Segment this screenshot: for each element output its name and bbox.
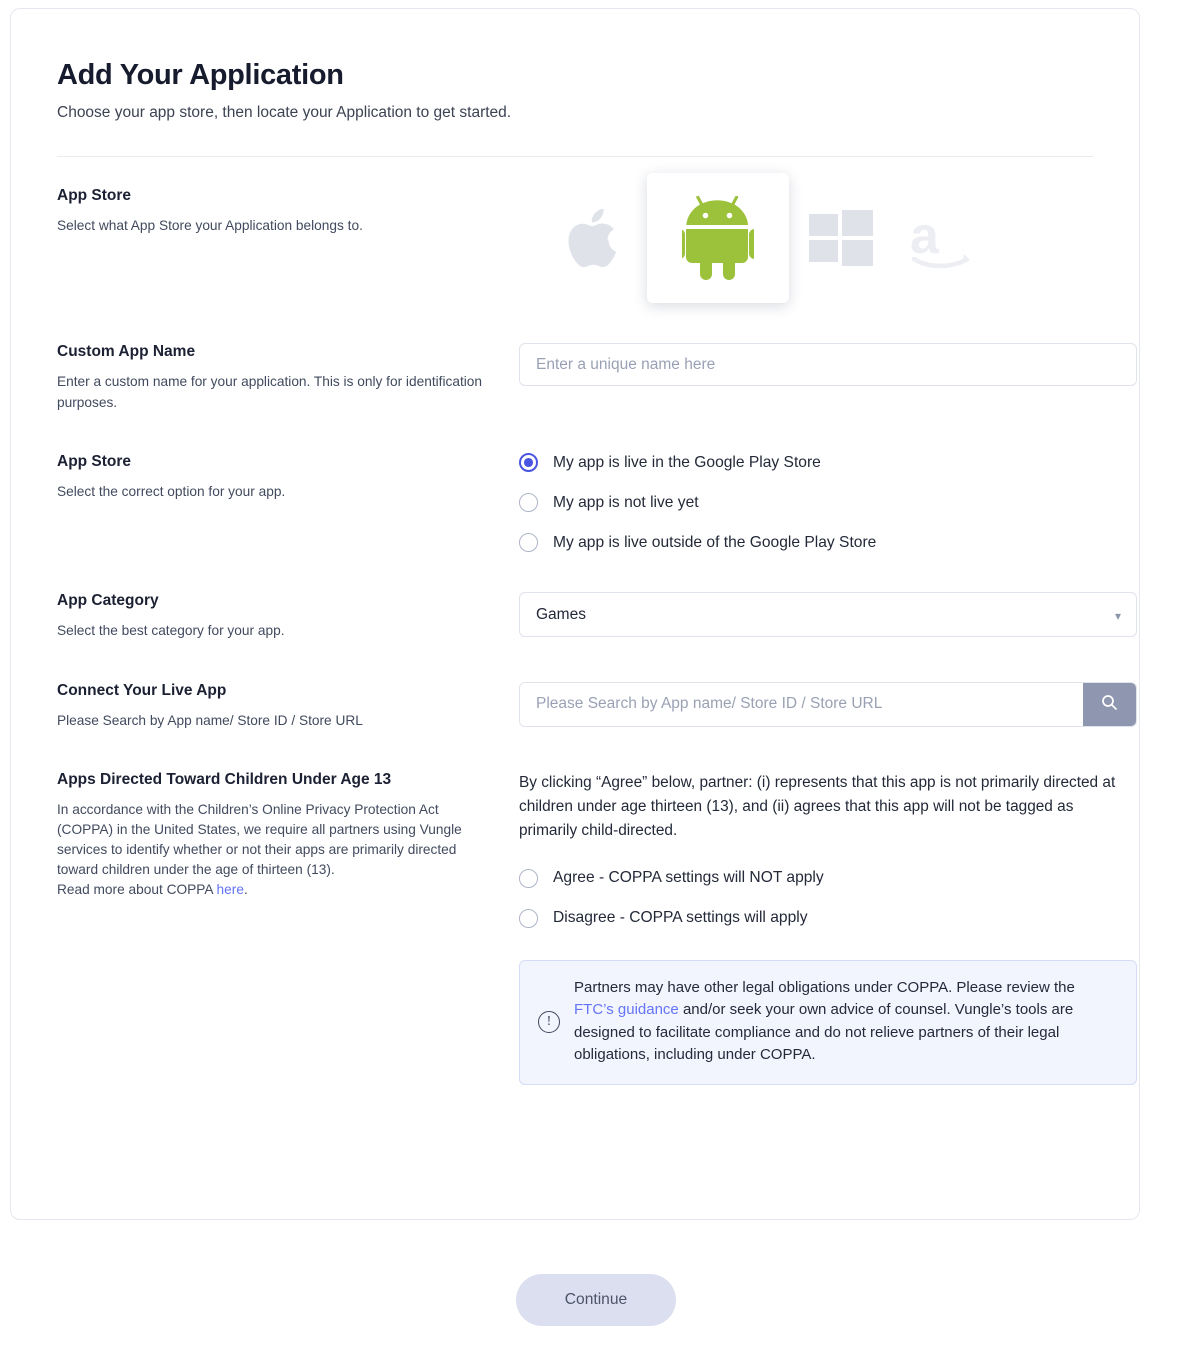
custom-app-name-label: Custom App Name <box>57 343 196 360</box>
app-category-description: Select the best category for your app. <box>57 623 285 639</box>
section-app-category <box>57 592 1121 642</box>
radio-icon[interactable] <box>519 909 538 928</box>
section-custom-app-name <box>57 343 1093 413</box>
connect-live-app-description: Please Search by App name/ Store ID / Store URL <box>57 712 363 728</box>
store-option-android[interactable] <box>647 173 789 303</box>
app-category-select[interactable] <box>519 592 1137 637</box>
header-divider <box>57 156 1093 157</box>
coppa-agreement-text: By clicking “Agree” below, partner: (i) represents that this app is not primarily directed at children under age thirteen (13), and (ii) agrees that this app will not be tagged as primarily child-directed. <box>519 774 1116 839</box>
app-status-option-label: My app is live outside of the Google Play Store <box>553 533 877 551</box>
section-connect-live-app <box>57 682 1093 732</box>
section-coppa <box>57 771 1116 1085</box>
apple-icon <box>566 204 624 272</box>
add-application-card <box>10 8 1140 1220</box>
app-status-option-live-google-play[interactable] <box>519 453 1093 472</box>
continue-button[interactable]: Continue <box>516 1274 676 1326</box>
coppa-notice-text-before: Partners may have other legal obligations under COPPA. Please review the <box>574 978 1075 996</box>
custom-app-name-input[interactable] <box>519 343 1137 386</box>
coppa-readmore-suffix: . <box>243 881 248 897</box>
store-option-apple[interactable] <box>543 178 647 298</box>
app-status-description: Select the correct option for your app. <box>57 484 286 500</box>
app-store-picker-labels <box>57 187 519 237</box>
app-store-picker-description: Select what App Store your Application belongs to. <box>57 218 363 233</box>
app-status-label: App Store <box>57 453 132 471</box>
chevron-down-icon: ▾ <box>1114 609 1121 624</box>
app-search-input[interactable] <box>520 683 1083 726</box>
section-app-status <box>57 453 1093 552</box>
coppa-label: Apps Directed Toward Children Under Age 13 <box>57 771 392 789</box>
app-status-option-not-live[interactable] <box>519 493 1093 512</box>
coppa-option-label: Agree - COPPA settings will NOT apply <box>553 869 824 887</box>
app-category-labels <box>57 592 519 642</box>
app-status-option-label: My app is not live yet <box>553 493 699 511</box>
coppa-options <box>519 771 1137 1085</box>
app-category-field-wrap <box>519 592 1137 637</box>
coppa-description <box>57 800 495 899</box>
app-status-options <box>519 453 1093 552</box>
coppa-labels <box>57 771 519 899</box>
custom-app-name-labels <box>57 343 519 413</box>
app-store-picker-options <box>519 187 1093 303</box>
windows-icon <box>807 207 875 269</box>
custom-app-name-description: Enter a custom name for your application. This is only for identification purposes. <box>57 374 483 410</box>
page-title: Add Your Application <box>57 59 344 91</box>
connect-live-app-labels <box>57 682 519 732</box>
android-icon <box>682 196 754 280</box>
amazon-icon <box>908 205 982 271</box>
app-status-option-live-outside[interactable] <box>519 533 1093 552</box>
app-category-label: App Category <box>57 592 159 610</box>
page-subtitle: Choose your app store, then locate your Application to get started. <box>57 104 512 121</box>
radio-icon[interactable] <box>519 869 538 888</box>
connect-live-app-field-wrap <box>519 682 1137 727</box>
radio-icon[interactable] <box>519 453 538 472</box>
svg-text:a: a <box>910 207 939 265</box>
coppa-option-agree[interactable] <box>519 869 1137 888</box>
coppa-option-label: Disagree - COPPA settings will apply <box>553 909 808 927</box>
coppa-notice-text <box>574 977 1118 1067</box>
section-app-store-picker <box>57 187 1093 303</box>
store-option-amazon[interactable] <box>893 178 997 298</box>
coppa-notice-text-after: and/or seek your own advice of counsel. Vungle’s tools are designed to facilitate compliance and do not relieve partners of their legal obligations, including under COPPA. <box>574 1001 1074 1064</box>
store-option-windows[interactable] <box>789 178 893 298</box>
search-icon <box>1101 694 1118 714</box>
footer-actions <box>0 1274 1192 1326</box>
app-status-labels <box>57 453 519 503</box>
coppa-notice <box>519 960 1137 1085</box>
coppa-option-disagree[interactable] <box>519 909 1137 928</box>
custom-app-name-field-wrap <box>519 343 1137 386</box>
coppa-here-link[interactable]: here <box>216 881 244 897</box>
app-status-option-label: My app is live in the Google Play Store <box>553 453 821 471</box>
app-search-button[interactable] <box>1083 683 1136 726</box>
coppa-readmore-prefix: Read more about COPPA <box>57 881 217 897</box>
coppa-description-text: In accordance with the Children’s Online Privacy Protection Act (COPPA) in the United States, we require all partners using Vungle services to identify whether or not their apps are primarily directed toward children under the age of thirteen (13). <box>57 802 462 877</box>
connect-live-app-label: Connect Your Live App <box>57 681 227 699</box>
ftc-guidance-link[interactable]: FTC’s guidance <box>574 1001 679 1019</box>
exclamation-circle-icon: ! <box>538 1011 560 1033</box>
radio-icon[interactable] <box>519 493 538 512</box>
app-store-picker-label: App Store <box>57 187 132 204</box>
radio-icon[interactable] <box>519 533 538 552</box>
